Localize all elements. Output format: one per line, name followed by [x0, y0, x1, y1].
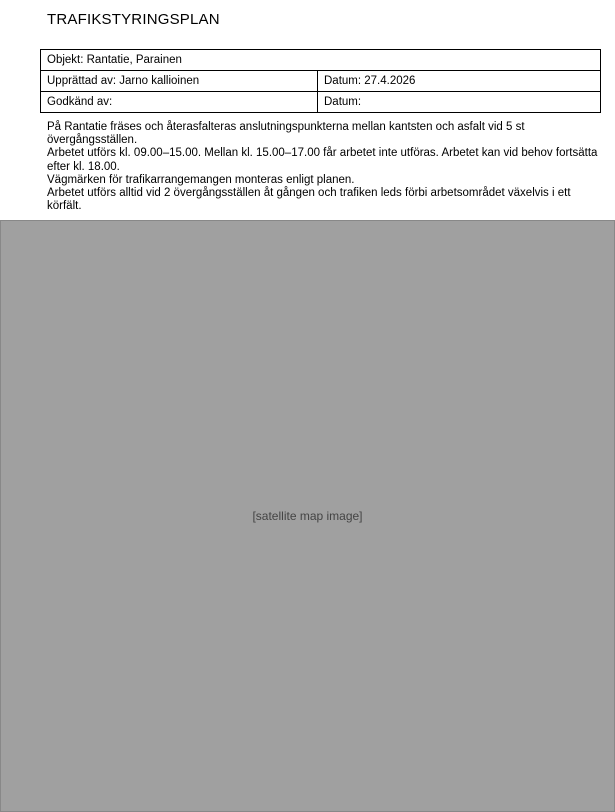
meta-row-object — [41, 50, 601, 71]
paragraph: Arbetet utförs kl. 09.00–15.00. Mellan kl. 15.00–17.00 får arbetet inte utföras. Arbetet kan vid behov fortsätta efter kl. 18.00. — [47, 147, 598, 173]
meta-row-prepared — [41, 71, 601, 92]
meta-row-approved — [41, 92, 601, 113]
approved-by-cell: Godkänd av: — [41, 92, 318, 113]
map-image-label: [satellite map image] — [252, 509, 363, 523]
description — [47, 121, 599, 213]
document-title: TRAFIKSTYRINGSPLAN — [47, 11, 220, 28]
date-cell: Datum: 27.4.2026 — [318, 71, 601, 92]
paragraph: På Rantatie fräses och återasfalteras anslutningspunkterna mellan kantsten och asfalt vid 5 st övergångsställen. — [47, 121, 525, 147]
paragraph: Arbetet utförs alltid vid 2 övergångsställen åt gången och trafiken leds förbi arbetsområdet växelvis i ett körfält. — [47, 187, 571, 213]
prepared-by-cell: Upprättad av: Jarno kallioinen — [41, 71, 318, 92]
approved-date-cell: Datum: — [318, 92, 601, 113]
paragraph: Vägmärken för trafikarrangemangen monteras enligt planen. — [47, 173, 355, 186]
object-cell: Objekt: Rantatie, Parainen — [41, 50, 601, 71]
map-image — [0, 220, 615, 812]
meta-table — [40, 49, 601, 113]
